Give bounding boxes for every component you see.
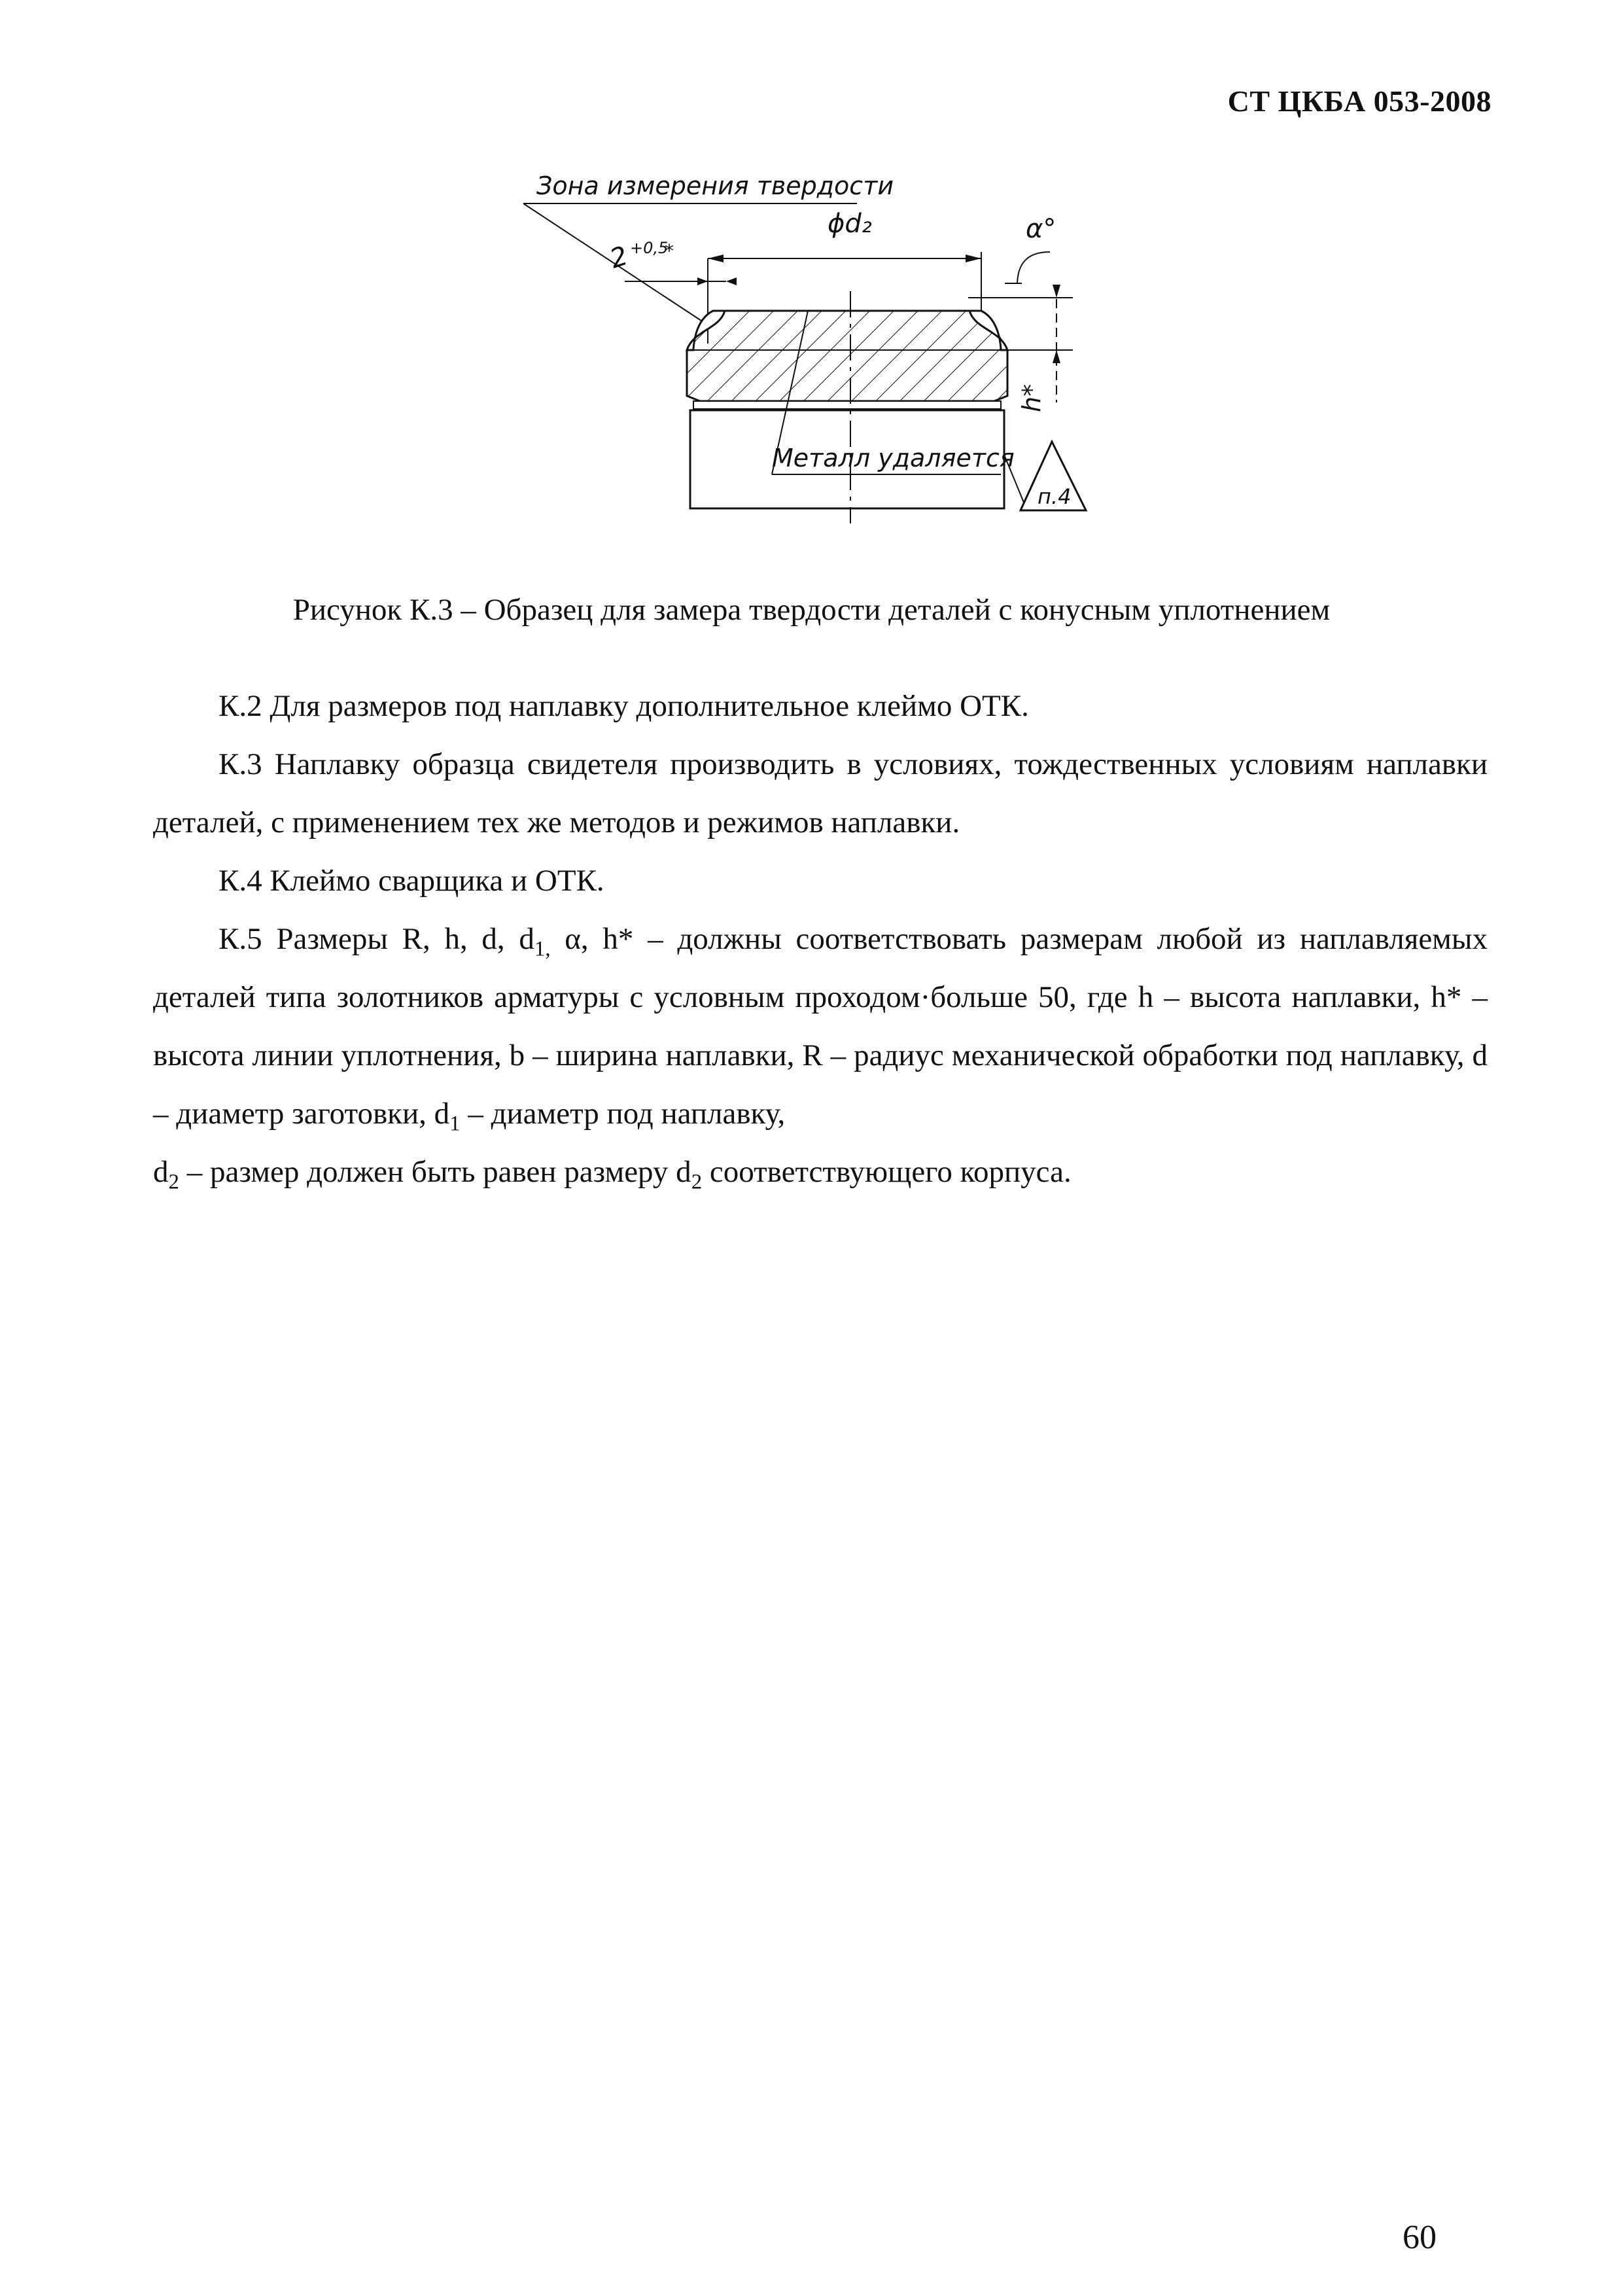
d2-sub-1: 2 — [168, 1170, 179, 1194]
paragraph-k5 — [153, 910, 1488, 1143]
figure-caption: Рисунок К.3 – Образец для замера твердости деталей с конусным уплотнением — [292, 593, 1331, 627]
page-number: 60 — [1403, 2219, 1437, 2256]
height-label: h* — [1017, 383, 1046, 412]
technical-drawing — [497, 154, 1151, 530]
dim-left-value: 2 — [606, 240, 632, 275]
dim-d2-arrow-right — [966, 255, 981, 262]
dim-left-arrow-2 — [726, 277, 737, 285]
dim-d2-label: ϕd₂ — [828, 209, 872, 239]
d2-pre: d — [153, 1155, 169, 1189]
body-text — [153, 677, 1488, 1201]
metal-removed-label: Металл удаляется — [772, 444, 1015, 472]
note-label: п.4 — [1038, 484, 1072, 509]
dim-left-star: * — [665, 240, 674, 262]
k5-sub-1: 1, — [534, 937, 551, 961]
document-code: СТ ЦКБА 053-2008 — [1227, 84, 1492, 118]
d2-sub-2: 2 — [691, 1170, 703, 1194]
part-section-hatched — [687, 311, 1007, 401]
k5-sub-2: 1 — [449, 1112, 461, 1136]
figure-hardness-sample — [497, 154, 1151, 530]
angle-label: α° — [1026, 214, 1056, 244]
paragraph-k3: К.3 Наплавку образца свидетеля производить в условиях, тождественных условиям наплавки деталей, с применением тех же методов и режимов наплавки. — [153, 747, 1488, 839]
d2-mid: – размер должен быть равен размеру d — [179, 1155, 691, 1189]
dim-left-arrow — [697, 277, 708, 285]
zone-label: Зона измерения твердости — [536, 171, 894, 200]
k5-part-b: α, h* – должны соответствовать размерам любой из наплавляемых деталей типа золотников арматуры с условным проходом·больше 50, где h – высота наплавки, h* – высота линии уплотнения, b – ширина наплавки, R – радиус механической обработки под наплавку, d – диаметр заготовки, d — [153, 922, 1488, 1131]
angle-arc — [1017, 252, 1050, 283]
d2-end: соответствующего корпуса. — [702, 1155, 1072, 1189]
paragraph-d2 — [153, 1143, 1488, 1201]
paragraph-k2: К.2 Для размеров под наплавку дополнительное клеймо ОТК. — [218, 689, 1029, 723]
k5-part-c: – диаметр под наплавку, — [460, 1097, 786, 1131]
k5-part-a: К.5 Размеры R, h, d, d — [218, 922, 534, 956]
dim-left-tolerance: +0,5 — [630, 239, 669, 257]
paragraph-k4: К.4 Клеймо сварщика и ОТК. — [218, 864, 604, 898]
dim-d2-arrow-left — [708, 255, 724, 262]
h-arrow-bottom — [1053, 350, 1060, 363]
removed-layer-strip — [693, 401, 1001, 409]
h-arrow-top — [1053, 285, 1060, 298]
